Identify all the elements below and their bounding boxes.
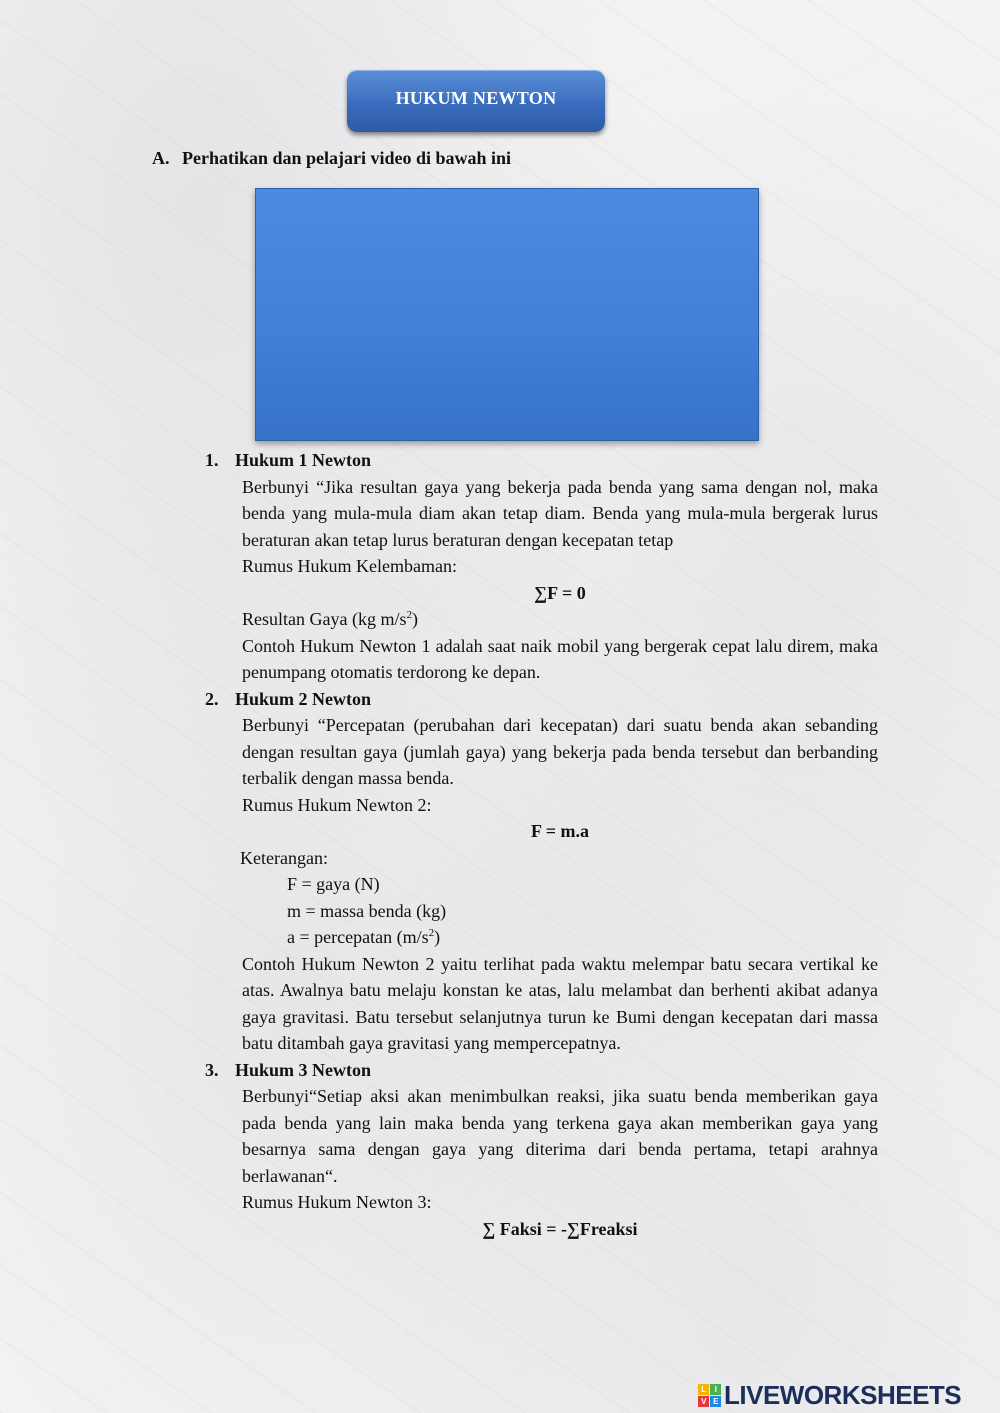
- law-3-number: 3.: [205, 1059, 219, 1080]
- law-2-var-m: m = massa benda (kg): [287, 900, 447, 921]
- section-a-heading: [152, 148, 511, 169]
- logo-grid-v: V: [698, 1396, 709, 1407]
- law-2-var-a-prefix: a = percepatan (m/s: [287, 927, 429, 947]
- video-player[interactable]: [255, 188, 759, 441]
- law-3-formula-label: Rumus Hukum Newton 3:: [242, 1192, 432, 1212]
- section-a-text: Perhatikan dan pelajari video di bawah ini: [182, 148, 512, 168]
- law-1-resultant-prefix: Resultan Gaya (kg m/s: [242, 609, 407, 629]
- logo-grid-l: L: [698, 1384, 709, 1395]
- liveworksheets-logo: [698, 1380, 961, 1411]
- law-2-formula-label: Rumus Hukum Newton 2:: [242, 794, 432, 815]
- law-1-example: Contoh Hukum Newton 1 adalah saat naik mobil yang bergerak cepat lalu direm, maka penumpang otomatis terdorong ke depan.: [242, 635, 878, 682]
- law-2-heading: [205, 686, 878, 713]
- law-3-formula: ∑ Faksi = -∑Freaksi: [482, 1218, 638, 1239]
- law-1-formula: ∑F = 0: [534, 582, 586, 603]
- law-2-keterangan: Keterangan:: [240, 847, 328, 868]
- page-title: HUKUM NEWTON: [395, 87, 557, 108]
- law-3-title: Hukum 3 Newton: [235, 1059, 372, 1080]
- law-3-heading: [205, 1057, 878, 1084]
- laws-list: [205, 447, 878, 1242]
- title-banner: [347, 70, 605, 132]
- law-2-var-a-exponent: 2: [428, 927, 435, 939]
- logo-text: LIVEWORKSHEETS: [724, 1380, 962, 1410]
- law-3: [205, 1057, 878, 1243]
- law-1-number: 1.: [205, 450, 219, 470]
- law-1-resultant: [242, 606, 878, 633]
- law-2-example: Contoh Hukum Newton 2 yaitu terlihat pada waktu melempar batu secara vertikal ke atas. Awalnya batu melaju konstan ke atas, lalu melambat dan berhenti akibat adanya gaya gravitasi. Batu tersebut selanjutnya turun ke Bumi dengan kecepatan dari massa batu ditambah gaya gravitasi yang mempercepatnya.: [242, 953, 878, 1053]
- law-1-formula-label: Rumus Hukum Kelembaman:: [242, 556, 457, 576]
- section-a-marker: A.: [152, 148, 170, 168]
- law-2-formula: F = m.a: [530, 821, 590, 841]
- logo-grid-e: E: [710, 1396, 721, 1407]
- law-2-var-f: F = gaya (N): [287, 874, 380, 894]
- law-1-resultant-suffix: ): [411, 609, 418, 629]
- logo-icon: [698, 1384, 721, 1407]
- law-1-resultant-exponent: 2: [406, 609, 412, 621]
- law-1-title: Hukum 1 Newton: [235, 450, 372, 470]
- law-1-statement: Berbunyi “Jika resultan gaya yang bekerja pada benda yang sama dengan nol, maka benda yang mula-mula diam akan tetap diam. Benda yang mula-mula bergerak lurus beraturan akan tetap lurus beraturan dengan kecepatan tetap: [242, 476, 878, 550]
- law-2: [205, 686, 878, 1057]
- law-2-number: 2.: [205, 688, 219, 709]
- law-2-var-a-suffix: ): [434, 927, 441, 947]
- logo-grid-i: I: [710, 1384, 721, 1395]
- law-2-title: Hukum 2 Newton: [235, 688, 372, 709]
- law-3-statement: Berbunyi“Setiap aksi akan menimbulkan reaksi, jika suatu benda memberikan gaya pada benda yang lain maka benda yang terkena gaya akan memberikan gaya yang besarnya sama dengan gaya yang diterima dari benda pertama, tetapi arahnya berlawanan“.: [242, 1086, 878, 1186]
- law-2-statement: Berbunyi “Percepatan (perubahan dari kecepatan) dari suatu benda akan sebanding dengan resultan gaya (jumlah gaya) yang bekerja pada benda tersebut dan berbanding terbalik dengan massa benda.: [242, 715, 878, 788]
- law-2-var-a: [287, 924, 878, 951]
- law-1: [205, 447, 878, 686]
- law-1-heading: [205, 447, 878, 474]
